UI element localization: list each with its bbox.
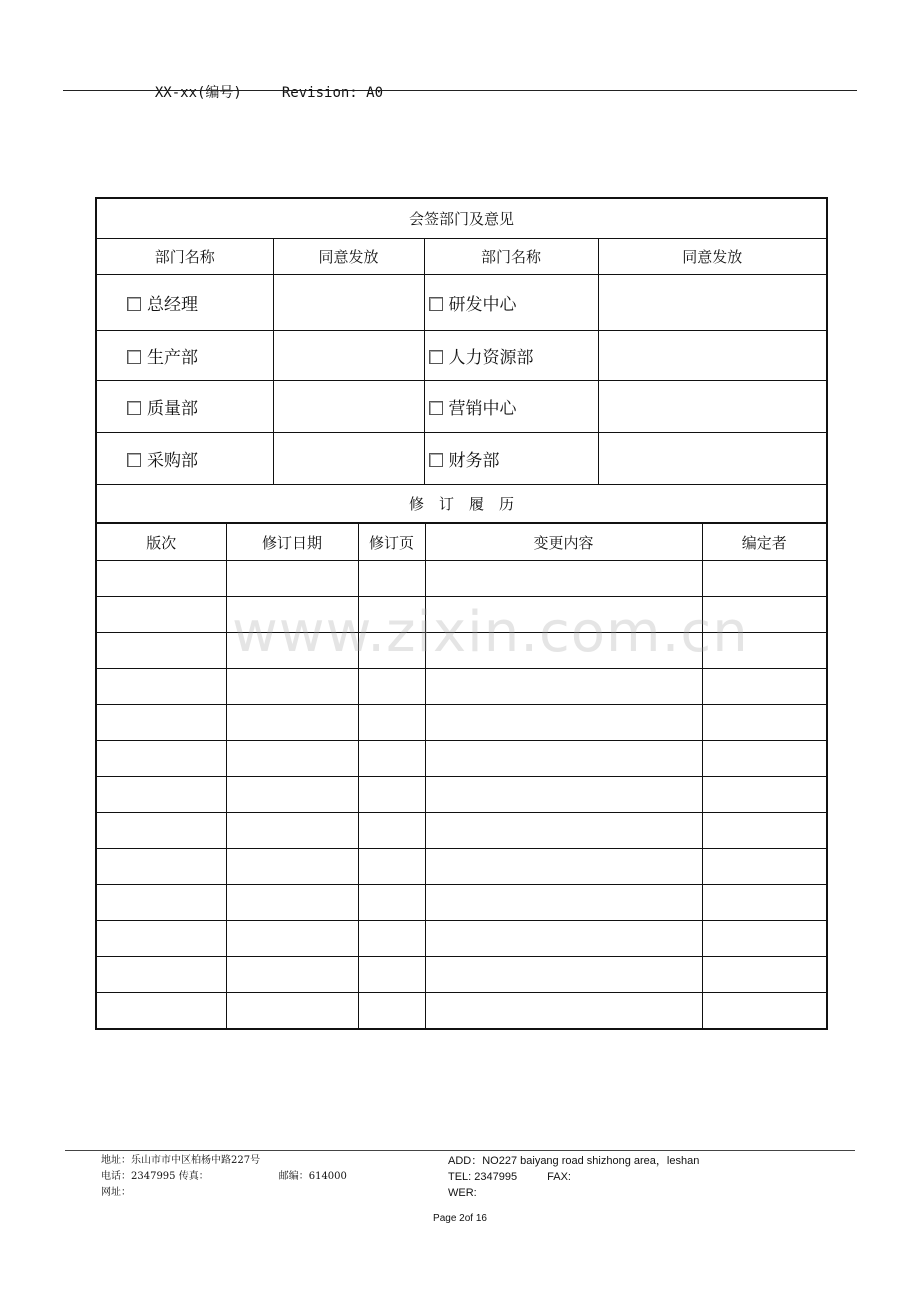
approval-cell[interactable] xyxy=(598,330,827,380)
revision-cell[interactable] xyxy=(702,813,827,849)
revision-cell[interactable] xyxy=(425,957,702,993)
revision-cell[interactable] xyxy=(358,993,425,1030)
revision-cell[interactable] xyxy=(358,705,425,741)
revision-cell[interactable] xyxy=(425,849,702,885)
revision-cell[interactable] xyxy=(358,957,425,993)
revision-cell[interactable] xyxy=(702,597,827,633)
revision-cell[interactable] xyxy=(226,741,358,777)
revision-cell[interactable] xyxy=(702,885,827,921)
footer-phone-cn: 电话：2347995 传真： xyxy=(101,1171,209,1182)
dept-cell[interactable] xyxy=(96,330,273,380)
watermark: www.zixin.com.cn xyxy=(232,600,749,665)
revision-cell[interactable] xyxy=(702,633,827,669)
footer-web-cn: 网址： xyxy=(101,1187,131,1198)
revision-cell[interactable] xyxy=(702,705,827,741)
revision-cell[interactable] xyxy=(425,741,702,777)
dept-label: 财务部 xyxy=(448,450,500,471)
revision-cell[interactable] xyxy=(425,777,702,813)
revision-row xyxy=(96,633,827,669)
col-editor: 编定者 xyxy=(702,523,827,561)
footer-cn xyxy=(101,1153,347,1201)
dept-cell[interactable] xyxy=(424,432,598,484)
dept-label: 质量部 xyxy=(147,398,198,419)
revision-cell[interactable] xyxy=(96,633,226,669)
revision-cell[interactable] xyxy=(226,885,358,921)
approval-cell[interactable] xyxy=(273,274,424,330)
footer-address-en: ADD：NO227 baiyang road shizhong area，leshan xyxy=(448,1155,700,1167)
revision-cell[interactable] xyxy=(96,993,226,1030)
revision-cell[interactable] xyxy=(702,561,827,597)
revision-cell[interactable] xyxy=(358,633,425,669)
col-revision-date: 修订日期 xyxy=(226,523,358,561)
revision-cell[interactable] xyxy=(226,957,358,993)
dept-cell[interactable] xyxy=(424,380,598,432)
approval-cell[interactable] xyxy=(598,274,827,330)
revision-history-title: 修 订 履 历 xyxy=(96,484,827,523)
dept-cell[interactable] xyxy=(96,432,273,484)
revision-cell[interactable] xyxy=(702,957,827,993)
revision-history-table xyxy=(95,522,828,1030)
revision-cell[interactable] xyxy=(425,633,702,669)
revision-cell[interactable] xyxy=(96,777,226,813)
footer-tel-en: TEL: 2347995 xyxy=(448,1171,518,1183)
revision-row xyxy=(96,561,827,597)
revision-cell[interactable] xyxy=(702,993,827,1030)
revision-cell[interactable] xyxy=(425,813,702,849)
checkbox-icon[interactable] xyxy=(127,453,141,467)
col-dept-name: 部门名称 xyxy=(424,238,598,274)
revision-row xyxy=(96,597,827,633)
checkbox-icon[interactable] xyxy=(429,401,443,415)
revision-cell[interactable] xyxy=(425,921,702,957)
dept-label: 总经理 xyxy=(147,294,198,315)
revision-cell[interactable] xyxy=(358,813,425,849)
revision-cell[interactable] xyxy=(358,561,425,597)
revision-cell[interactable] xyxy=(96,597,226,633)
revision-cell[interactable] xyxy=(702,669,827,705)
footer-postcode-cn: 邮编：614000 xyxy=(278,1171,347,1182)
approval-cell[interactable] xyxy=(273,432,424,484)
revision-cell[interactable] xyxy=(358,741,425,777)
revision-cell[interactable] xyxy=(96,885,226,921)
dept-label: 采购部 xyxy=(147,450,198,471)
dept-label: 人力资源部 xyxy=(448,347,534,368)
dept-cell[interactable] xyxy=(96,274,273,330)
dept-cell[interactable] xyxy=(424,330,598,380)
revision-cell[interactable] xyxy=(226,777,358,813)
document-header xyxy=(138,66,383,102)
checkbox-icon[interactable] xyxy=(127,297,141,311)
revision-cell[interactable] xyxy=(96,669,226,705)
approval-cell[interactable] xyxy=(598,432,827,484)
revision-cell[interactable] xyxy=(702,849,827,885)
revision-cell[interactable] xyxy=(96,741,226,777)
revision-cell[interactable] xyxy=(226,921,358,957)
revision-cell[interactable] xyxy=(226,669,358,705)
revision-cell[interactable] xyxy=(358,885,425,921)
revision-cell[interactable] xyxy=(702,741,827,777)
revision-cell[interactable] xyxy=(425,993,702,1030)
revision-header-row xyxy=(96,523,827,561)
revision-cell[interactable] xyxy=(358,777,425,813)
dept-cell[interactable] xyxy=(424,274,598,330)
revision-row xyxy=(96,813,827,849)
footer-fax-en: FAX: xyxy=(547,1171,571,1183)
revision-cell[interactable] xyxy=(358,669,425,705)
footer-en xyxy=(448,1153,699,1201)
revision-cell[interactable] xyxy=(226,597,358,633)
footer-address-cn: 地址：乐山市市中区柏杨中路227号 xyxy=(101,1155,261,1166)
checkbox-icon[interactable] xyxy=(429,453,443,467)
col-dept-name: 部门名称 xyxy=(96,238,273,274)
revision-row xyxy=(96,849,827,885)
revision-cell[interactable] xyxy=(226,561,358,597)
revision-row xyxy=(96,885,827,921)
revision-cell[interactable] xyxy=(425,561,702,597)
col-agree: 同意发放 xyxy=(598,238,827,274)
dept-label: 营销中心 xyxy=(448,398,517,419)
col-revision-page: 修订页 xyxy=(358,523,425,561)
revision-row xyxy=(96,741,827,777)
revision-cell[interactable] xyxy=(96,813,226,849)
checkbox-icon[interactable] xyxy=(429,297,443,311)
revision-cell[interactable] xyxy=(96,921,226,957)
revision-cell[interactable] xyxy=(96,705,226,741)
revision-cell[interactable] xyxy=(358,597,425,633)
dept-label: 研发中心 xyxy=(448,294,517,315)
revision-cell[interactable] xyxy=(226,633,358,669)
revision-label: Revision: A0 xyxy=(281,85,384,101)
revision-row xyxy=(96,921,827,957)
revision-cell[interactable] xyxy=(425,705,702,741)
approval-cell[interactable] xyxy=(273,380,424,432)
col-version: 版次 xyxy=(96,523,226,561)
revision-cell[interactable] xyxy=(226,993,358,1030)
revision-cell[interactable] xyxy=(226,813,358,849)
col-agree: 同意发放 xyxy=(273,238,424,274)
revision-cell[interactable] xyxy=(96,957,226,993)
approval-cell[interactable] xyxy=(273,330,424,380)
revision-row xyxy=(96,705,827,741)
revision-cell[interactable] xyxy=(96,561,226,597)
page-number: Page 2of 16 xyxy=(433,1213,487,1224)
dept-cell[interactable] xyxy=(96,380,273,432)
revision-cell[interactable] xyxy=(226,849,358,885)
revision-cell[interactable] xyxy=(702,777,827,813)
col-change-content: 变更内容 xyxy=(425,523,702,561)
revision-cell[interactable] xyxy=(96,849,226,885)
signoff-table xyxy=(95,197,828,524)
revision-row xyxy=(96,957,827,993)
revision-row xyxy=(96,993,827,1030)
revision-row xyxy=(96,669,827,705)
signoff-title: 会签部门及意见 xyxy=(96,198,827,238)
footer-web-en: WER: xyxy=(448,1187,477,1199)
header-divider xyxy=(63,90,857,91)
doc-number: XX-xx(编号) xyxy=(154,85,242,101)
revision-cell[interactable] xyxy=(702,921,827,957)
revision-row xyxy=(96,777,827,813)
checkbox-icon[interactable] xyxy=(127,401,141,415)
approval-cell[interactable] xyxy=(598,380,827,432)
revision-cell[interactable] xyxy=(226,705,358,741)
checkbox-icon[interactable] xyxy=(127,350,141,364)
footer-divider xyxy=(65,1150,855,1151)
revision-cell[interactable] xyxy=(425,669,702,705)
revision-cell[interactable] xyxy=(358,921,425,957)
revision-cell[interactable] xyxy=(425,885,702,921)
revision-cell[interactable] xyxy=(425,597,702,633)
checkbox-icon[interactable] xyxy=(429,350,443,364)
revision-cell[interactable] xyxy=(358,849,425,885)
dept-label: 生产部 xyxy=(147,347,198,368)
